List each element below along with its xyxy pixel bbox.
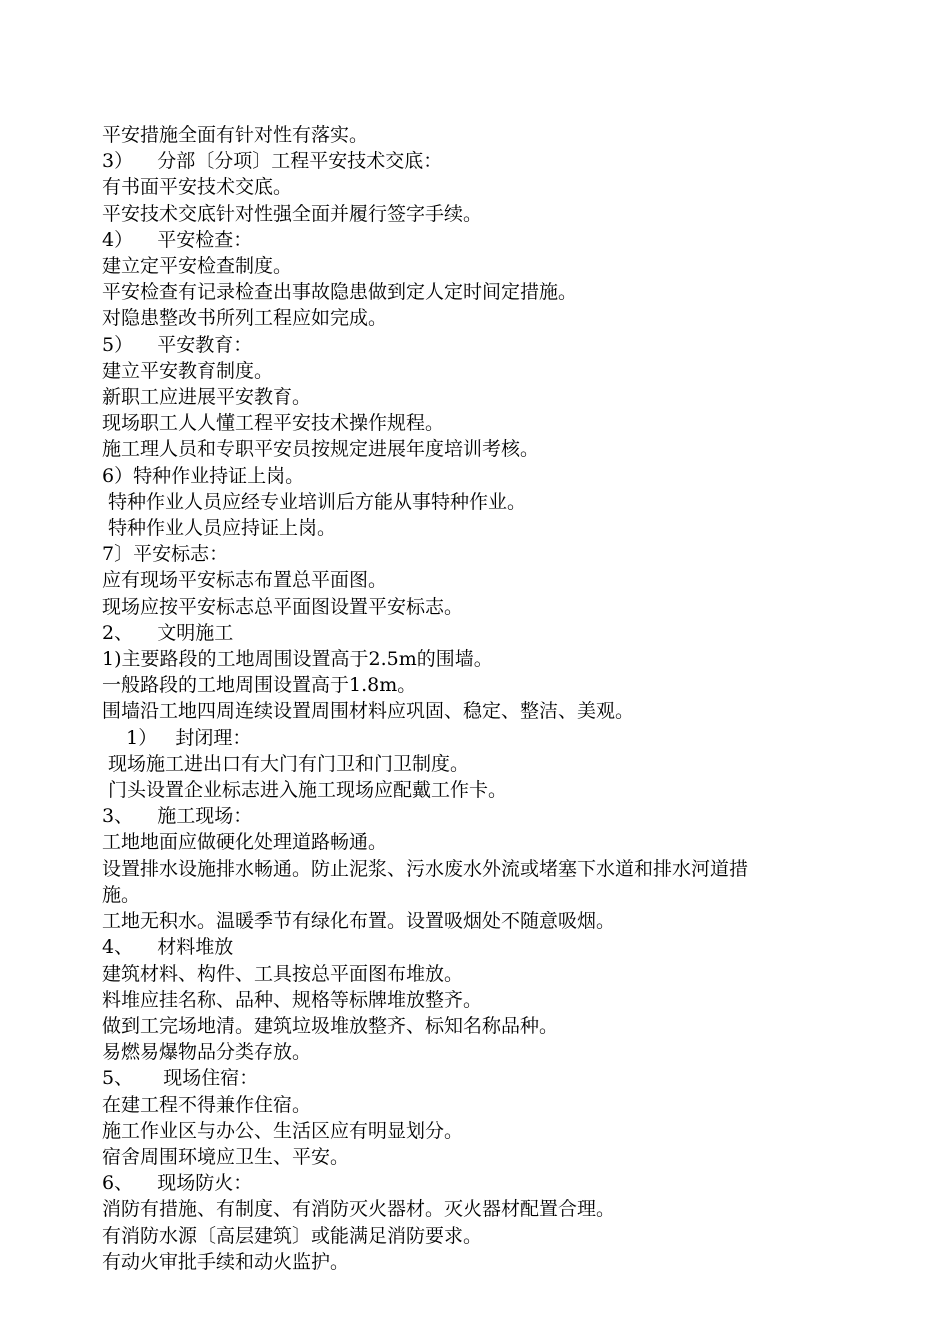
text-line: 有消防水源〔高层建筑〕或能满足消防要求。 <box>102 1224 483 1247</box>
text-line: 围墙沿工地四周连续设置周围材料应巩固、稳定、整洁、美观。 <box>102 700 635 723</box>
text-line: 易燃易爆物品分类存放。 <box>102 1041 312 1064</box>
text-line: 宿舍周围环境应卫生、平安。 <box>102 1145 350 1168</box>
text-line: 对隐患整改书所列工程应如完成。 <box>102 307 388 330</box>
text-line: 建立定平安检查制度。 <box>102 255 293 278</box>
text-line: 建筑材料、构件、工具按总平面图布堆放。 <box>102 962 464 985</box>
text-line: 施。 <box>102 883 141 906</box>
text-line: 有书面平安技术交底。 <box>102 176 293 199</box>
text-line: 工地无积水。温暖季节有绿化布置。设置吸烟处不随意吸烟。 <box>102 910 616 933</box>
text-line: 有动火审批手续和动火监护。 <box>102 1250 350 1273</box>
text-line: 平安技术交底针对性强全面并履行签字手续。 <box>102 202 483 225</box>
text-line: 特种作业人员应经专业培训后方能从事特种作业。 <box>102 490 527 513</box>
text-line: 现场职工人人懂工程平安技术操作规程。 <box>102 412 445 435</box>
text-line: 料堆应挂名称、品种、规格等标牌堆放整齐。 <box>102 988 483 1011</box>
section-heading: 6、 现场防火： <box>102 1172 253 1195</box>
section-heading: 7〕平安标志： <box>102 543 229 566</box>
text-line: 做到工完场地清。建筑垃圾堆放整齐、标知名称品种。 <box>102 1014 559 1037</box>
text-line: 平安措施全面有针对性有落实。 <box>102 124 369 146</box>
section-heading: 6）特种作业持证上岗。 <box>102 464 305 487</box>
text-line: 新职工应进展平安教育。 <box>102 386 312 409</box>
text-line: 消防有措施、有制度、有消防灭火器材。灭火器材配置合理。 <box>102 1198 616 1221</box>
text-line: 建立平安教育制度。 <box>102 359 274 382</box>
text-line: 一般路段的工地周围设置高于1.8m。 <box>102 674 417 697</box>
section-heading: 3） 分部〔分项〕工程平安技术交底： <box>102 150 443 173</box>
section-heading: 5、 现场住宿： <box>102 1067 259 1090</box>
section-heading: 1） 封闭理： <box>102 726 252 749</box>
text-line: 应有现场平安标志布置总平面图。 <box>102 569 388 592</box>
text-line: 特种作业人员应持证上岗。 <box>102 517 337 540</box>
section-heading: 2、 文明施工 <box>102 621 234 644</box>
text-line: 现场施工进出口有大门有门卫和门卫制度。 <box>102 752 470 775</box>
text-line: 门头设置企业标志进入施工现场应配戴工作卡。 <box>102 779 508 802</box>
document-body <box>102 122 872 1275</box>
section-heading: 4） 平安检查： <box>102 228 253 251</box>
section-heading: 5） 平安教育： <box>102 333 253 356</box>
text-line: 在建工程不得兼作住宿。 <box>102 1093 312 1116</box>
section-heading: 4、 材料堆放 <box>102 936 234 959</box>
text-line: 施工理人员和专职平安员按规定进展年度培训考核。 <box>102 438 540 461</box>
text-line: 设置排水设施排水畅通。防止泥浆、污水废水外流或堵塞下水道和排水河道措 <box>102 857 749 880</box>
section-heading: 3、 施工现场： <box>102 805 253 828</box>
text-line: 现场应按平安标志总平面图设置平安标志。 <box>102 595 464 618</box>
text-line: 施工作业区与办公、生活区应有明显划分。 <box>102 1119 464 1142</box>
text-line: 1)主要路段的工地周围设置高于2.5m的围墙。 <box>102 648 493 671</box>
text-line: 平安检查有记录检查出事故隐患做到定人定时间定措施。 <box>102 281 578 304</box>
text-line: 工地地面应做硬化处理道路畅通。 <box>102 831 388 854</box>
